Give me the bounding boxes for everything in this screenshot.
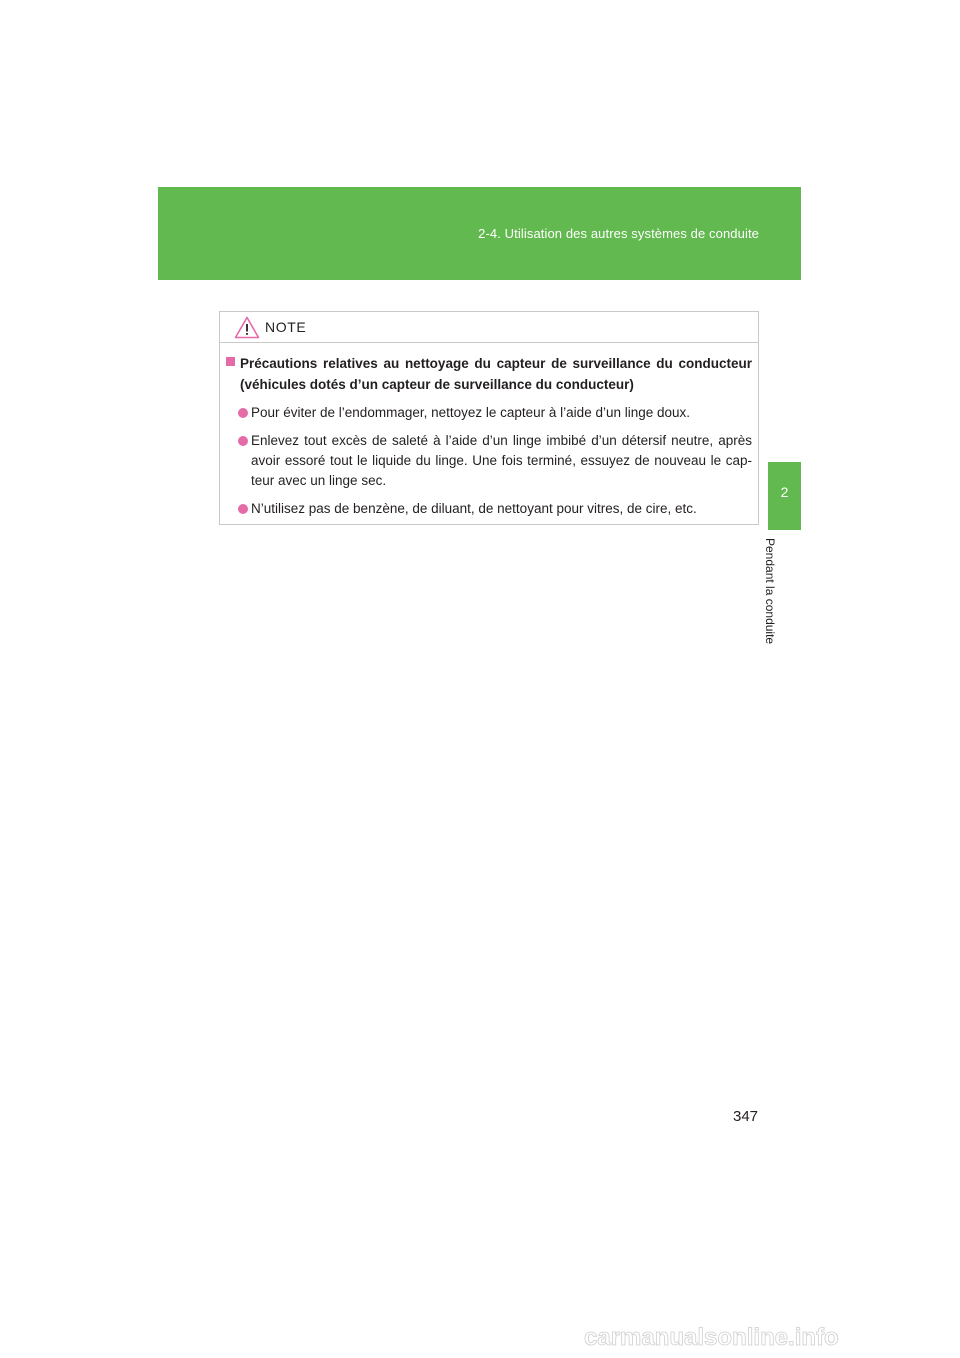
warning-triangle-icon	[234, 316, 260, 339]
list-item-text: Enlevez tout excès de saleté à l’aide d’un linge imbibé d’un détersif neutre, après avoir essoré tout le liquide du linge. Une fois terminé, essuyez de nouveau le cap-teur avec un linge sec.	[251, 433, 752, 488]
bullet-dot-icon	[238, 408, 248, 418]
section-title: 2-4. Utilisation des autres systèmes de conduite	[478, 226, 759, 241]
page-number: 347	[733, 1108, 759, 1125]
note-box	[219, 311, 759, 525]
note-title: NOTE	[265, 319, 307, 335]
note-section	[226, 353, 752, 527]
list-item	[226, 499, 752, 519]
section-heading	[226, 353, 752, 395]
list-item-text: N’utilisez pas de benzène, de diluant, de nettoyant pour vitres, de cire, etc.	[251, 501, 697, 516]
square-bullet-icon	[226, 357, 235, 366]
chapter-tab	[768, 462, 801, 530]
bullet-dot-icon	[238, 436, 248, 446]
note-items	[226, 403, 752, 519]
note-header	[220, 312, 758, 343]
list-item	[226, 403, 752, 423]
list-item	[226, 431, 752, 491]
chapter-header-band	[158, 187, 801, 280]
chapter-label: Pendant la conduite	[763, 538, 777, 645]
watermark-logo[interactable]	[584, 1323, 954, 1351]
bullet-dot-icon	[238, 504, 248, 514]
list-item-text: Pour éviter de l’endommager, nettoyez le capteur à l’aide d’un linge doux.	[251, 405, 691, 420]
section-heading-text: Précautions relatives au nettoyage du capteur de surveillance du conducteur (véhicules dotés d’un capteur de surveillance du conducteur)	[240, 356, 752, 392]
chapter-number: 2	[780, 484, 789, 500]
watermark-text: carmanualsonline.info	[584, 1324, 839, 1351]
